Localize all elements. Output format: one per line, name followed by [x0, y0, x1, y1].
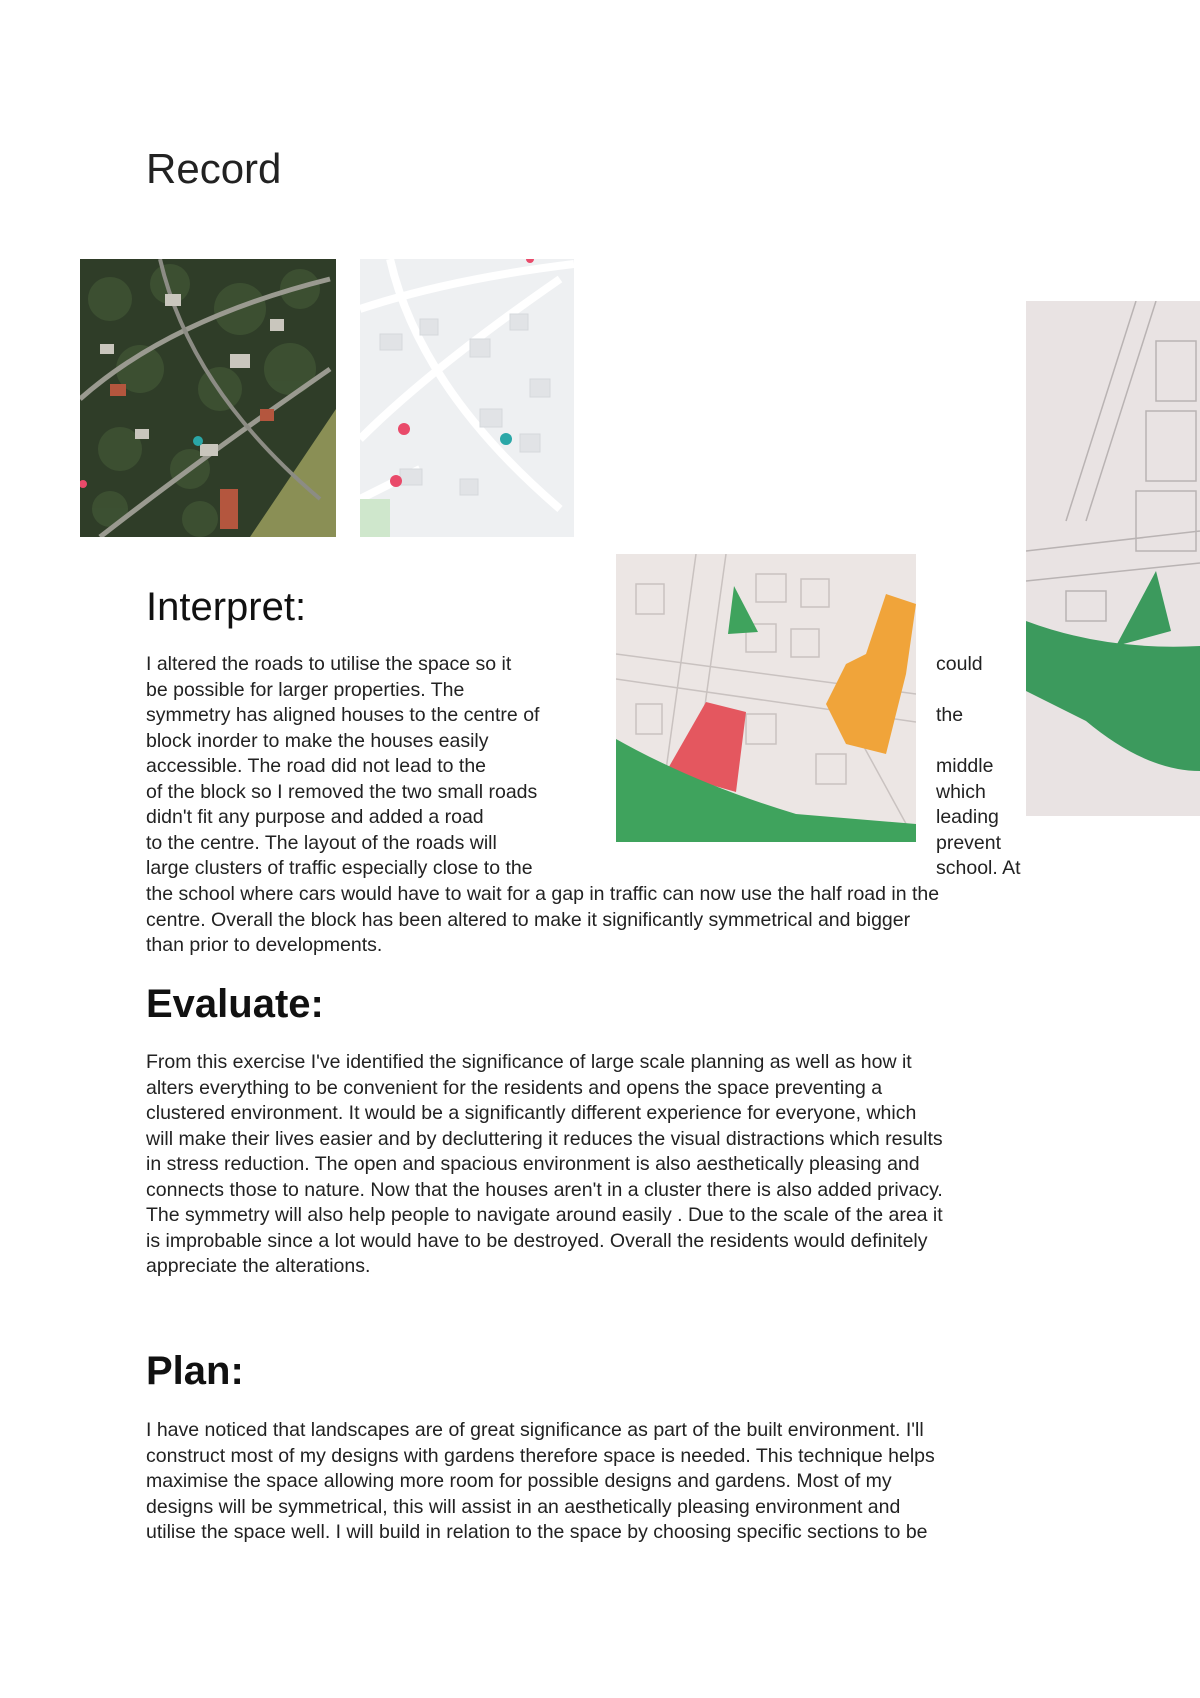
interpret-paragraph-end	[146, 882, 1066, 959]
text-line: will make their lives easier and by decluttering it reduces the visual distractions which results	[146, 1127, 943, 1150]
text-line: in stress reduction. The open and spacious environment is also aesthetically pleasing and	[146, 1153, 920, 1175]
text-line: centre. Overall the block has been altered to make it significantly symmetrical and bigger	[146, 908, 911, 931]
text-line: block inorder to make the houses easily	[146, 729, 489, 752]
text-line: middle	[936, 755, 994, 777]
text-line	[936, 729, 1046, 755]
text-line: of the block so I removed the two small roads	[146, 780, 538, 803]
text-line: I have noticed that landscapes are of great significance as part of the built environment. I'll	[146, 1419, 924, 1441]
street-map-image	[360, 259, 574, 537]
text-line: appreciate the alterations.	[146, 1255, 371, 1277]
colored-sketch-image	[616, 554, 916, 842]
text-line: prevent	[936, 831, 1002, 854]
satellite-map-image	[80, 259, 336, 537]
evaluate-paragraph	[146, 1050, 1066, 1280]
text-line: The symmetry will also help people to navigate around easily . Due to the scale of the area it	[146, 1204, 943, 1226]
interpret-right-column	[936, 652, 1046, 882]
text-line: I altered the roads to utilise the space so it	[146, 653, 512, 675]
text-line: to the centre. The layout of the roads will	[146, 831, 497, 854]
text-line: could	[936, 653, 983, 675]
text-line: alters everything to be convenient for the residents and opens the space preventing a	[146, 1076, 883, 1099]
text-line	[936, 678, 1046, 704]
interpret-left-column	[146, 652, 606, 882]
text-line: maximise the space allowing more room for possible designs and gardens. Most of my	[146, 1470, 892, 1492]
text-line: construct most of my designs with gardens therefore space is needed. This technique helps	[146, 1444, 935, 1467]
text-line: didn't fit any purpose and added a road	[146, 806, 484, 828]
text-line: school. At	[936, 857, 1021, 879]
plan-paragraph	[146, 1418, 1066, 1546]
text-line: symmetry has aligned houses to the centre of	[146, 704, 540, 726]
text-line: accessible. The road did not lead to the	[146, 755, 487, 777]
text-line: the	[936, 704, 964, 726]
text-line: connects those to nature. Now that the houses aren't in a cluster there is also added privacy.	[146, 1178, 943, 1201]
text-line: leading	[936, 806, 999, 828]
record-heading: Record	[146, 145, 282, 192]
plan-heading: Plan:	[146, 1349, 244, 1393]
text-line: utilise the space well. I will build in relation to the space by choosing specific sections to be	[146, 1521, 928, 1543]
evaluate-heading: Evaluate:	[146, 982, 324, 1026]
text-line: clustered environment. It would be a significantly different experience for everyone, which	[146, 1102, 917, 1124]
text-line: which	[936, 780, 986, 803]
text-line: designs will be symmetrical, this will assist in an aesthetically pleasing environment and	[146, 1495, 901, 1518]
text-line: than prior to developments.	[146, 934, 383, 956]
interpret-heading: Interpret:	[146, 585, 307, 629]
text-line: From this exercise I've identified the significance of large scale planning as well as how it	[146, 1051, 912, 1073]
text-line: is improbable since a lot would have to be destroyed. Overall the residents would definitely	[146, 1229, 928, 1252]
large-sketch-image	[1026, 301, 1200, 816]
text-line: be possible for larger properties. The	[146, 678, 465, 701]
text-line: the school where cars would have to wait for a gap in traffic can now use the half road in the	[146, 883, 940, 905]
text-line: large clusters of traffic especially close to the	[146, 857, 533, 879]
